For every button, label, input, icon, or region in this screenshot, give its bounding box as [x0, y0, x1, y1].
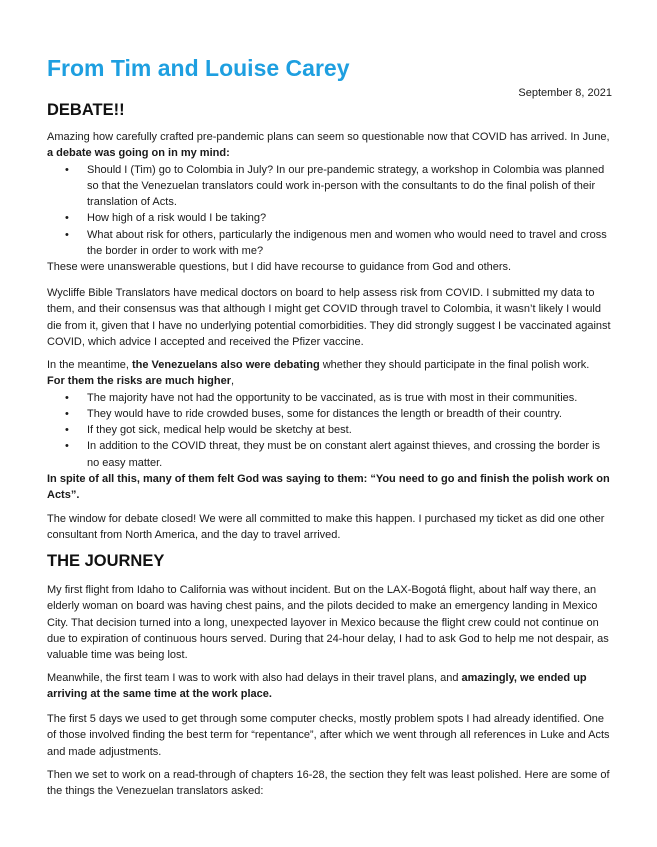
section-heading-debate: DEBATE!!	[47, 101, 125, 119]
in-spite-paragraph	[47, 471, 613, 504]
newsletter-title: From Tim and Louise Carey	[47, 55, 350, 81]
list-item: • Should I (Tim) go to Colombia in July? In our pre-pandemic strategy, a workshop in Colombia was planned so that the Venezuelan translators could work in-person with the consultants to do the final polish of their translation of Acts.	[47, 162, 613, 211]
intro-bold-text: a debate was going on in my mind	[47, 147, 227, 160]
meantime-block	[47, 357, 613, 504]
in-spite-bold-text: In spite of all this, many of them felt God was saying to them: “You need to go and finish the polish work on Acts”.	[47, 473, 610, 502]
list-item: • What about risk for others, particularly the indigenous men and women who would need to travel and cross the border in order to work with me?	[47, 227, 613, 260]
intro-text: Amazing how carefully crafted pre-pandemic plans can seem so questionable now that COVID has arrived. In June,	[47, 131, 610, 143]
intro-colon: :	[226, 147, 230, 160]
journey-paragraph-2	[47, 670, 613, 703]
unanswerable-paragraph: These were unanswerable questions, but I did have recourse to guidance from God and others.	[47, 261, 512, 274]
journey-p4-block	[47, 767, 613, 800]
journey-p2-bold-text: amazingly, we ended up arriving at the same time at the work place.	[47, 672, 587, 701]
window-block	[47, 511, 613, 544]
list-item: • They would have to ride crowded buses, some for distances the length or breadth of their country.	[47, 406, 613, 422]
debate-intro-block	[47, 129, 613, 276]
newsletter-date: September 8, 2021	[518, 87, 612, 99]
journey-paragraph-4: Then we set to work on a read-through of chapters 16-28, the section they felt was least polished. Here are some of the things the Venezuelan translators asked:	[47, 769, 610, 798]
meantime-bold-text: the Venezuelans also were debating	[132, 359, 320, 371]
list-item: • In addition to the COVID threat, they must be on constant alert against thieves, and crossing the border is no easy matter.	[47, 438, 613, 471]
window-paragraph: The window for debate closed! We were all committed to make this happen. I purchased my ticket as did one other consultant from North America, and the day to travel arrived.	[47, 513, 605, 542]
list-item: • The majority have not had the opportunity to be vaccinated, as is true with most in their communities.	[47, 390, 613, 406]
risks-heading	[47, 373, 613, 389]
question-list	[47, 162, 613, 260]
risks-comma: ,	[231, 375, 235, 388]
journey-p1-block	[47, 582, 613, 663]
journey-p3-block	[47, 711, 613, 760]
risk-list	[47, 390, 613, 471]
journey-p2-block	[47, 670, 613, 703]
list-item: • How high of a risk would I be taking?	[47, 210, 613, 226]
wycliffe-paragraph: Wycliffe Bible Translators have medical doctors on board to help assess risk from COVID. I submitted my data to them, and their consensus was that although I might get COVID through travel to Colombia, it wasn’t likely I would die from it, given that I have no underlying potential comorbidities. They did strongly suggest I be vaccinated against COVID, which advice I accepted and received the Pfizer vaccine.	[47, 287, 611, 348]
section-heading-journey: THE JOURNEY	[47, 552, 165, 570]
list-item: • If they got sick, medical help would be sketchy at best.	[47, 422, 613, 438]
journey-paragraph-3: The first 5 days we used to get through some computer checks, mostly problem spots I had already identified. One of those involved finding the best term for “repentance”, after which we went through all references in Luke and Acts and made adjustments.	[47, 713, 610, 758]
debate-intro-paragraph	[47, 129, 613, 162]
meantime-tail-text: whether they should participate in the final polish work.	[319, 359, 590, 371]
meantime-paragraph	[47, 357, 613, 373]
wycliffe-block	[47, 285, 613, 350]
meantime-text: In the meantime,	[47, 359, 132, 371]
journey-paragraph-1: My first flight from Idaho to California was without incident. But on the LAX-Bogotá flight, about half way there, an elderly woman on board was having chest pains, and the pilots decided to make an emergency landing in Mexico City. That decision turned into a long, unexpected layover in Mexico because the flight crew could not continue on due to expiration of continuous hours served. During that 24-hour delay, I had to ask God to help me not despair, as valuable time was being lost.	[47, 584, 609, 662]
journey-p2-text: Meanwhile, the first team I was to work with also had delays in their travel plans, and	[47, 672, 462, 684]
risks-bold-text: For them the risks are much higher	[47, 375, 231, 388]
